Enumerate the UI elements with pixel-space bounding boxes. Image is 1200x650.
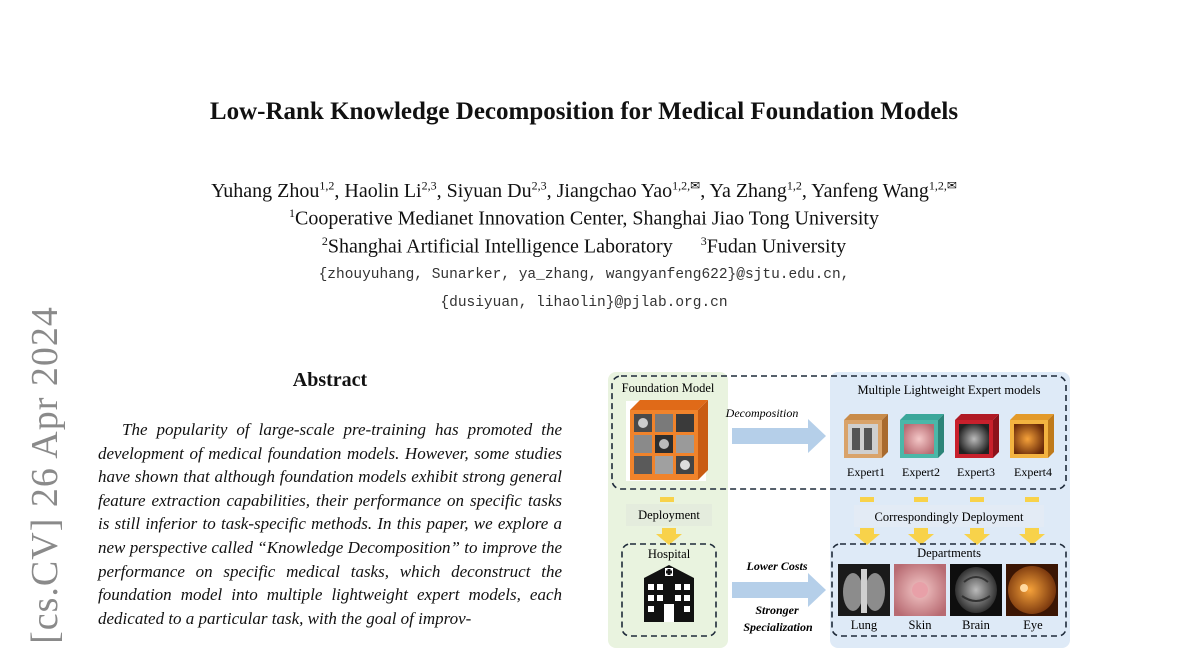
expert4-cube-icon bbox=[1010, 414, 1054, 458]
author: Yuhang Zhou$^{1,2}$, bbox=[211, 178, 345, 202]
author: Jiangchao Yao$^{1,2,✉}$, bbox=[556, 178, 710, 202]
expert-label: Expert1 bbox=[847, 465, 885, 479]
yellow-dash-icon bbox=[860, 497, 874, 502]
specialization-label: Specialization bbox=[743, 620, 813, 634]
correspondingly-label: Correspondingly Deployment bbox=[874, 510, 1024, 524]
stronger-label: Stronger bbox=[755, 603, 799, 617]
expert3-cube-icon bbox=[955, 414, 999, 458]
deployment-label: Deployment bbox=[638, 508, 700, 522]
decomposition-arrow-icon bbox=[732, 419, 826, 453]
affiliation-line-2: $^2$Shanghai Artificial Intelligence Laboratory $^3$Fudan University bbox=[321, 234, 847, 258]
affiliation-line-1: $^1$Cooperative Medianet Innovation Center, Shanghai Jiao Tong University bbox=[289, 206, 879, 230]
department-label: Skin bbox=[908, 618, 932, 632]
expert-label: Expert4 bbox=[1014, 465, 1052, 479]
email-line-2: {dusiyuan, lihaolin}@pjlab.org.cn bbox=[440, 295, 728, 311]
lower-costs-arrow-icon bbox=[732, 573, 826, 607]
author: Haolin Li$^{2,3}$, bbox=[344, 178, 447, 202]
department-label: Eye bbox=[1023, 618, 1043, 632]
expert2-cube-icon bbox=[900, 414, 944, 458]
yellow-dash-icon bbox=[660, 497, 674, 502]
yellow-dash-icon bbox=[1025, 497, 1039, 502]
yellow-dash-icon bbox=[914, 497, 928, 502]
arxiv-side-stamp bbox=[10, 300, 80, 650]
foundation-cube-icon bbox=[626, 400, 708, 481]
author-list bbox=[0, 178, 1168, 203]
foundation-model-label: Foundation Model bbox=[621, 381, 715, 395]
brain-mri-image bbox=[950, 564, 1002, 616]
abstract-heading: Abstract bbox=[292, 369, 368, 391]
decomposition-label: Decomposition bbox=[725, 406, 799, 420]
expert-label: Expert3 bbox=[957, 465, 995, 479]
overview-figure bbox=[604, 364, 1074, 648]
eye-fundus-image bbox=[1006, 564, 1058, 616]
department-label: Lung bbox=[850, 618, 878, 632]
email-line-1: {zhouyuhang, Sunarker, ya_zhang, wangyanfeng622}@sjtu.edu.cn, bbox=[318, 267, 850, 283]
skin-image bbox=[894, 564, 946, 616]
arxiv-stamp-text: [cs.CV] 26 Apr 2024 bbox=[24, 306, 67, 644]
hospital-label: Hospital bbox=[647, 547, 691, 561]
abstract-body: The popularity of large-scale pre-training has promoted the development of medical foundation models. However, some studies have shown that although foundation models exhibit strong general feature extraction capabilities, their performance on specific tasks is still inferior to task-specific methods. In this paper, we explore a new perspective called “Knowledge Decomposition” to improve the performance on specific medical tasks, which deconstruct the foundation model into multiple lightweight expert models, each dedicated to a particular task, with the goal of improv- bbox=[98, 420, 562, 628]
lung-xray-image bbox=[838, 564, 890, 616]
paper-title: Low-Rank Knowledge Decomposition for Medical Foundation Models bbox=[209, 98, 959, 125]
expert-label: Expert2 bbox=[902, 465, 940, 479]
expert1-cube-icon bbox=[844, 414, 888, 458]
author: Siyuan Du$^{2,3}$, bbox=[446, 178, 557, 202]
lower-costs-label: Lower Costs bbox=[746, 559, 808, 573]
author: Ya Zhang$^{1,2}$, bbox=[709, 178, 812, 202]
department-label: Brain bbox=[962, 618, 990, 632]
author: Yanfeng Wang$^{1,2,✉}$ bbox=[811, 178, 957, 202]
departments-label: Departments bbox=[917, 546, 981, 560]
yellow-dash-icon bbox=[970, 497, 984, 502]
experts-label: Multiple Lightweight Expert models bbox=[857, 383, 1041, 397]
